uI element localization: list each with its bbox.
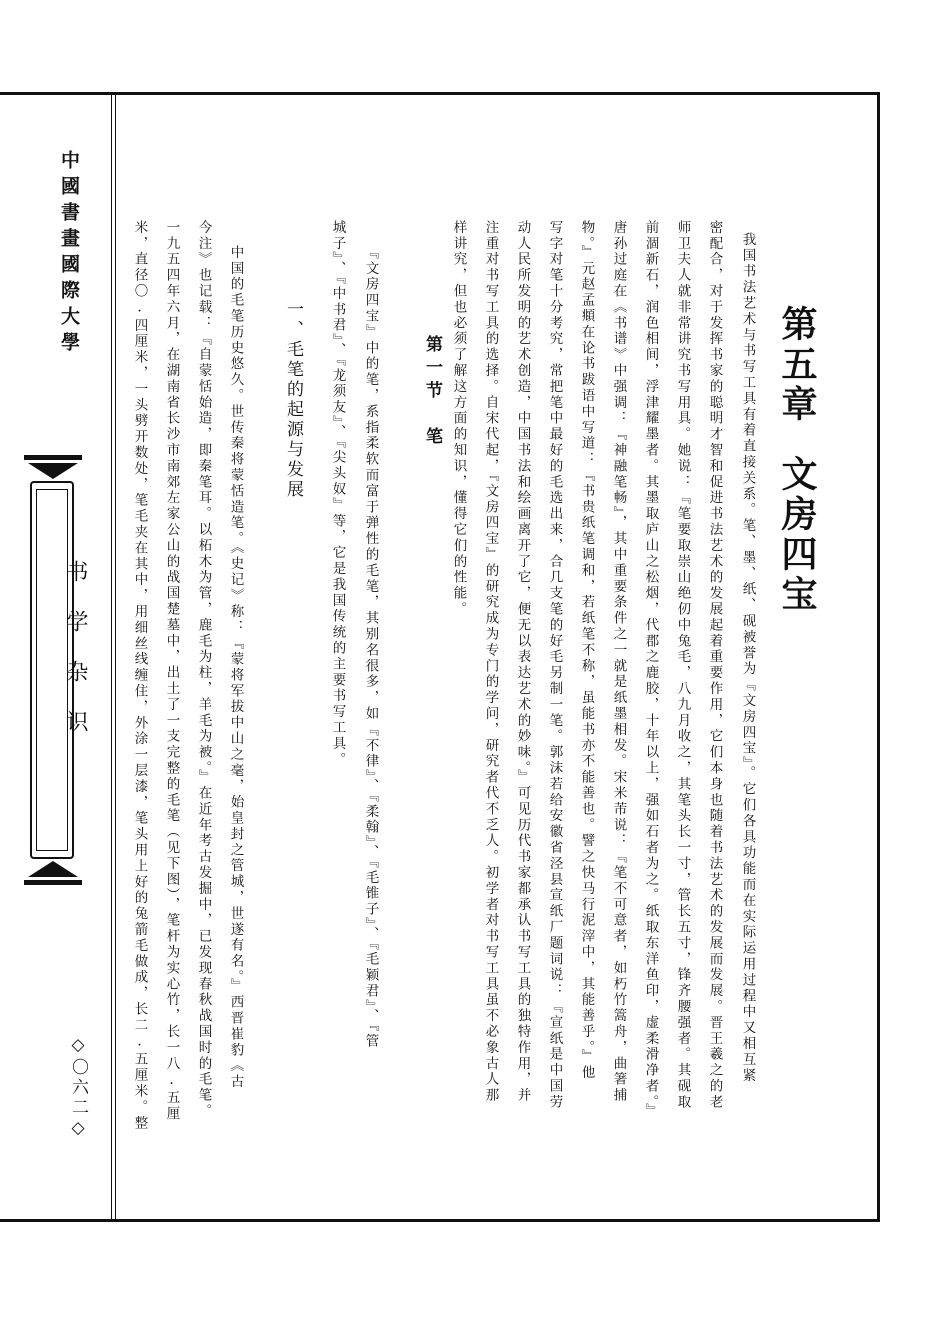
intro-column: 前涸新石，润色相间，浮津耀墨者。其墨取庐山之松烟，代郡之鹿胶，十年以上，强如石者为之。纸取东洋鱼印，虚柔滑净者。』 [642,220,659,1120]
intro-column: 样讲究，但也必须了解这方面的知识，懂得它们的性能。 [450,220,467,618]
cartouche-bottom-bar [24,880,82,885]
chapter-label: 第五章 [776,305,818,425]
intro-column: 密配合，对于发挥书家的聪明才智和促进书法艺术的发展起着重要作用，它们本身也随着书法艺术的发展而发展。晋王羲之的老 [706,220,723,1111]
page-number: ◇〇六二◇ [68,1035,88,1141]
subsection-column: 米，直径〇.四厘米，一头劈开数处，笔毛夹在其中，用细丝线缠住，外涂一层漆，笔头用上好的兔箭毛做成，长二.五厘米。整 [131,220,148,1132]
subsection-column: 今注》也记载：『自蒙恬始造，即秦笔耳。以柘木为管，鹿毛为柱，羊毛为被。』在近年考古发掘中，已发现春秋战国时的毛笔。 [195,220,212,1120]
subsection-column: 一九五四年六月，在湖南省长沙市南郊左家公山的战国楚墓中，出土了一支完整的毛笔（见下图），笔杆为实心竹，长一八.五厘 [163,220,180,1123]
intro-column: 注重对书写工具的选择。自宋代起，『文房四宝』的研究成为专门的学问，研究者代不乏人。初学者对书写工具虽不必象古人那 [482,220,499,1104]
subsection-column: 中国的毛笔历史悠久。世传秦将蒙恬造笔。《史记》称：『蒙将军拔中山之毫，始皇封之管城，世遂有名。』西晋崔豹《古 [227,245,244,1091]
cartouche-bottom-ornament [28,861,78,877]
chapter-title: 文房四宝 [776,455,818,615]
book-title: 书学杂识 [63,560,88,760]
intro-column: 物。』元赵孟頫在论书跋语中写道：『书贵纸笔调和，若纸笔不称，虽能书亦不能善也。譬之快马行泥滓中，其能善乎。』他 [578,220,595,1081]
chapter-heading [772,305,823,615]
cartouche-top-bar [24,455,82,460]
intro-column: 师卫夫人就非常讲究书写用具。她说：『笔要取崇山绝仞中兔毛，八九月收之，其笔头长一寸，管长五寸，锋齐腰强者。其砚取 [674,220,691,1111]
intro-column: 唐孙过庭在《书谱》中强调：『神融笔畅』，其中重要条件之一就是纸墨相发。宋米芾说：『笔不可意者，如朽竹篙舟，曲箸捕 [610,220,627,1104]
section-column: 『文房四宝』中的笔，系指柔软而富于弹性的毛笔，其别名很多，如『不律』、『柔翰』、『毛锥子』、『毛颖君』、『管 [362,245,379,1050]
section-title: 第一节 笔 [422,335,442,450]
intro-column: 我国书法艺术与书写工具有着直接关系。笔、墨、纸、砚被誉为『文房四宝』。它们各具功能而在实际运用过程中又相互紧 [739,232,756,1084]
sidebar-divider [115,95,116,1219]
series-title: 中國書畫國際大學 [58,150,80,358]
cartouche-top-ornament [28,463,78,479]
subsection-title: 一、毛笔的起源与发展 [283,300,303,500]
section-column: 城子』、『中书君』、『龙须友』、『尖头奴』等，它是我国传统的主要书写工具。 [329,220,346,768]
intro-column: 写字对笔十分考究，常把笔中最好的毛选出来，合几支笔的好毛另制一笔。郭沫若给安徽省泾县宣纸厂题词说：『宣纸是中国劳 [546,220,563,1111]
sidebar-divider-inner [111,95,112,1219]
intro-column: 动人民所发明的艺术创造，中国书法和绘画离开了它，便无以表达艺术的妙味。』可见历代书家都承认书写工具的独特作用，并 [514,220,531,1104]
